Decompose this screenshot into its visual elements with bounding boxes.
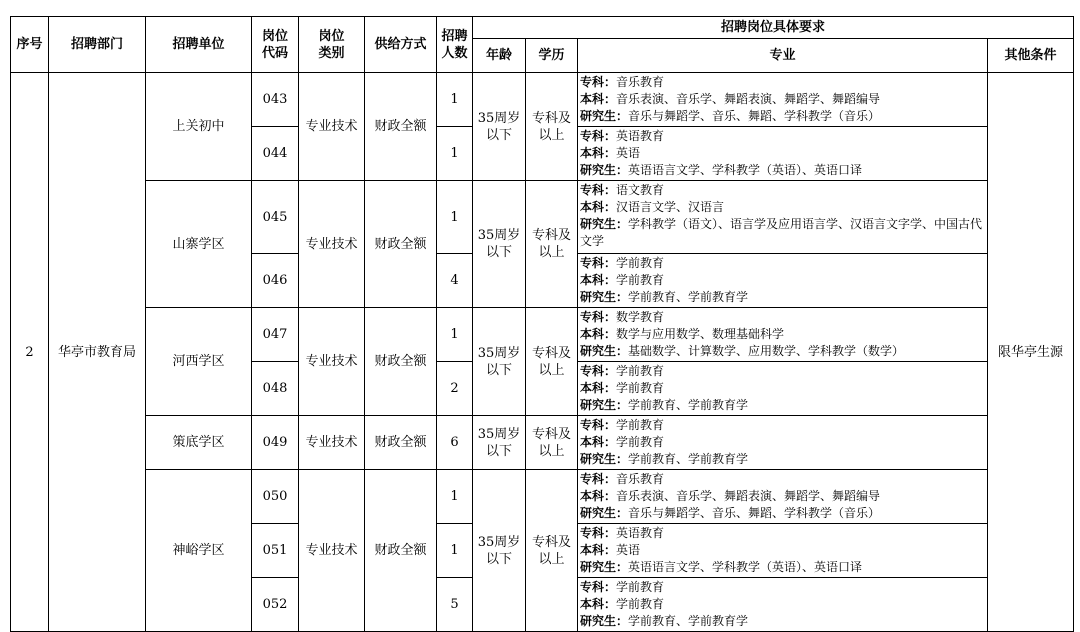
major-value-yjs: 学前教育、学前教育学 (628, 614, 749, 628)
major-line-zk (580, 579, 985, 596)
recruitment-table (10, 16, 1074, 632)
major-label-bk: 本科： (580, 200, 617, 214)
major-value-zk: 音乐教育 (616, 75, 665, 89)
major-value-zk: 数学教育 (616, 310, 665, 324)
edu-cell: 专科及以上 (526, 73, 578, 181)
edu-cell: 专科及以上 (526, 308, 578, 416)
major-value-bk: 学前教育 (616, 597, 665, 611)
major-label-zk: 专科： (580, 526, 617, 540)
header-major: 专业 (578, 39, 988, 73)
count-cell: 5 (437, 578, 473, 632)
major-line-bk (580, 272, 985, 289)
header-type-text: 岗位 类别 (318, 28, 345, 61)
unit-cell: 山寨学区 (146, 181, 252, 308)
major-cell (578, 181, 988, 254)
major-value-yjs: 学前教育、学前教育学 (628, 290, 749, 304)
major-value-yjs: 基础数学、计算数学、应用数学、学科教学（数学） (628, 344, 905, 358)
table-body (11, 73, 1074, 632)
table-row (11, 73, 1074, 127)
major-line-bk (580, 91, 985, 108)
major-label-zk: 专科： (580, 256, 617, 270)
count-cell: 1 (437, 470, 473, 524)
major-cell (578, 470, 988, 524)
major-label-bk: 本科： (580, 381, 617, 395)
major-line-yjs (580, 613, 985, 630)
code-cell: 044 (252, 127, 299, 181)
major-line-bk (580, 326, 985, 343)
major-value-bk: 音乐表演、音乐学、舞蹈表演、舞蹈学、舞蹈编导 (616, 92, 881, 106)
major-value-bk: 英语 (616, 543, 641, 557)
major-label-yjs: 研究生： (580, 290, 629, 304)
major-cell (578, 308, 988, 362)
code-cell: 052 (252, 578, 299, 632)
major-label-zk: 专科： (580, 580, 617, 594)
type-cell: 专业技术 (299, 470, 365, 632)
major-label-bk: 本科： (580, 435, 617, 449)
major-line-yjs (580, 559, 985, 576)
major-value-zk: 英语教育 (616, 129, 665, 143)
major-label-bk: 本科： (580, 146, 617, 160)
major-line-yjs (580, 216, 985, 250)
major-label-bk: 本科： (580, 327, 617, 341)
major-line-bk (580, 434, 985, 451)
major-label-yjs: 研究生： (580, 163, 629, 177)
unit-cell: 河西学区 (146, 308, 252, 416)
type-cell: 专业技术 (299, 181, 365, 308)
major-value-bk: 汉语言文学、汉语言 (616, 200, 725, 214)
major-value-yjs: 学前教育、学前教育学 (628, 398, 749, 412)
major-line-zk (580, 525, 985, 542)
count-cell: 1 (437, 127, 473, 181)
major-value-zk: 语文教育 (616, 183, 665, 197)
count-cell: 2 (437, 362, 473, 416)
major-line-zk (580, 309, 985, 326)
age-cell: 35周岁以下 (473, 470, 526, 632)
major-value-yjs: 学科教学（语文）、语言学及应用语言学、汉语言文字学、中国古代文学 (580, 217, 983, 248)
major-value-bk: 数学与应用数学、数理基础科学 (616, 327, 785, 341)
major-label-yjs: 研究生： (580, 344, 629, 358)
major-line-zk (580, 255, 985, 272)
header-count (437, 17, 473, 73)
major-label-bk: 本科： (580, 92, 617, 106)
code-cell: 049 (252, 416, 299, 470)
count-cell: 1 (437, 73, 473, 127)
major-cell (578, 578, 988, 632)
major-line-zk (580, 74, 985, 91)
major-value-bk: 学前教育 (616, 273, 665, 287)
major-cell (578, 416, 988, 470)
code-cell: 050 (252, 470, 299, 524)
header-unit: 招聘单位 (146, 17, 252, 73)
major-line-zk (580, 182, 985, 199)
count-cell: 1 (437, 181, 473, 254)
major-value-bk: 音乐表演、音乐学、舞蹈表演、舞蹈学、舞蹈编导 (616, 489, 881, 503)
major-cell (578, 362, 988, 416)
major-value-zk: 英语教育 (616, 526, 665, 540)
table-row (11, 308, 1074, 362)
age-cell: 35周岁以下 (473, 181, 526, 308)
major-line-bk (580, 488, 985, 505)
major-value-yjs: 音乐与舞蹈学、音乐、舞蹈、学科教学（音乐） (628, 109, 881, 123)
major-value-bk: 英语 (616, 146, 641, 160)
funding-cell: 财政全额 (365, 308, 437, 416)
funding-cell: 财政全额 (365, 181, 437, 308)
header-count-text: 招聘 人数 (441, 28, 468, 61)
header-requirements: 招聘岗位具体要求 (473, 17, 1074, 39)
header-funding: 供给方式 (365, 17, 437, 73)
major-label-zk: 专科： (580, 472, 617, 486)
major-label-zk: 专科： (580, 129, 617, 143)
major-label-yjs: 研究生： (580, 398, 629, 412)
edu-cell: 专科及以上 (526, 470, 578, 632)
type-cell: 专业技术 (299, 73, 365, 181)
major-label-bk: 本科： (580, 489, 617, 503)
major-value-bk: 学前教育 (616, 381, 665, 395)
other-cell: 限华亭生源 (988, 73, 1074, 632)
code-cell: 046 (252, 254, 299, 308)
edu-cell: 专科及以上 (526, 181, 578, 308)
code-cell: 045 (252, 181, 299, 254)
edu-cell: 专科及以上 (526, 416, 578, 470)
major-label-zk: 专科： (580, 75, 617, 89)
major-line-yjs (580, 289, 985, 306)
header-other: 其他条件 (988, 39, 1074, 73)
count-cell: 6 (437, 416, 473, 470)
major-value-zk: 学前教育 (616, 364, 665, 378)
major-label-zk: 专科： (580, 418, 617, 432)
code-cell: 047 (252, 308, 299, 362)
table-row (11, 470, 1074, 524)
code-cell: 043 (252, 73, 299, 127)
major-value-yjs: 英语语言文学、学科教学（英语）、英语口译 (628, 560, 863, 574)
major-line-yjs (580, 505, 985, 522)
major-line-bk (580, 145, 985, 162)
major-label-zk: 专科： (580, 364, 617, 378)
header-code (252, 17, 299, 73)
major-label-bk: 本科： (580, 597, 617, 611)
code-cell: 048 (252, 362, 299, 416)
table-row (11, 416, 1074, 470)
header-edu: 学历 (526, 39, 578, 73)
major-label-yjs: 研究生： (580, 109, 629, 123)
major-value-zk: 学前教育 (616, 580, 665, 594)
major-line-yjs (580, 397, 985, 414)
major-line-zk (580, 471, 985, 488)
major-value-yjs: 学前教育、学前教育学 (628, 452, 749, 466)
major-label-zk: 专科： (580, 310, 617, 324)
major-label-zk: 专科： (580, 183, 617, 197)
major-cell (578, 524, 988, 578)
major-line-yjs (580, 108, 985, 125)
major-line-bk (580, 596, 985, 613)
major-line-bk (580, 199, 985, 216)
major-line-bk (580, 542, 985, 559)
major-line-yjs (580, 451, 985, 468)
table-row (11, 181, 1074, 254)
major-line-yjs (580, 343, 985, 360)
count-cell: 4 (437, 254, 473, 308)
major-label-yjs: 研究生： (580, 217, 629, 231)
age-cell: 35周岁以下 (473, 73, 526, 181)
type-cell: 专业技术 (299, 416, 365, 470)
type-cell: 专业技术 (299, 308, 365, 416)
major-line-zk (580, 363, 985, 380)
age-cell: 35周岁以下 (473, 416, 526, 470)
header-dept: 招聘部门 (49, 17, 146, 73)
header-type (299, 17, 365, 73)
count-cell: 1 (437, 308, 473, 362)
major-value-yjs: 音乐与舞蹈学、音乐、舞蹈、学科教学（音乐） (628, 506, 881, 520)
funding-cell: 财政全额 (365, 416, 437, 470)
header-code-text: 岗位 代码 (261, 28, 288, 61)
major-label-yjs: 研究生： (580, 506, 629, 520)
major-line-bk (580, 380, 985, 397)
header-seq: 序号 (11, 17, 49, 73)
unit-cell: 策底学区 (146, 416, 252, 470)
unit-cell: 神峪学区 (146, 470, 252, 632)
major-value-zk: 学前教育 (616, 418, 665, 432)
funding-cell: 财政全额 (365, 73, 437, 181)
major-label-yjs: 研究生： (580, 560, 629, 574)
code-cell: 051 (252, 524, 299, 578)
unit-cell: 上关初中 (146, 73, 252, 181)
dept-cell: 华亭市教育局 (49, 73, 146, 632)
major-value-bk: 学前教育 (616, 435, 665, 449)
major-cell (578, 73, 988, 127)
major-line-yjs (580, 162, 985, 179)
major-label-bk: 本科： (580, 273, 617, 287)
count-cell: 1 (437, 524, 473, 578)
major-value-zk: 学前教育 (616, 256, 665, 270)
funding-cell: 财政全额 (365, 470, 437, 632)
age-cell: 35周岁以下 (473, 308, 526, 416)
major-cell (578, 254, 988, 308)
major-cell (578, 127, 988, 181)
seq-cell: 2 (11, 73, 49, 632)
major-line-zk (580, 417, 985, 434)
major-value-yjs: 英语语言文学、学科教学（英语）、英语口译 (628, 163, 863, 177)
major-label-bk: 本科： (580, 543, 617, 557)
header-age: 年龄 (473, 39, 526, 73)
major-value-zk: 音乐教育 (616, 472, 665, 486)
major-label-yjs: 研究生： (580, 452, 629, 466)
major-label-yjs: 研究生： (580, 614, 629, 628)
major-line-zk (580, 128, 985, 145)
